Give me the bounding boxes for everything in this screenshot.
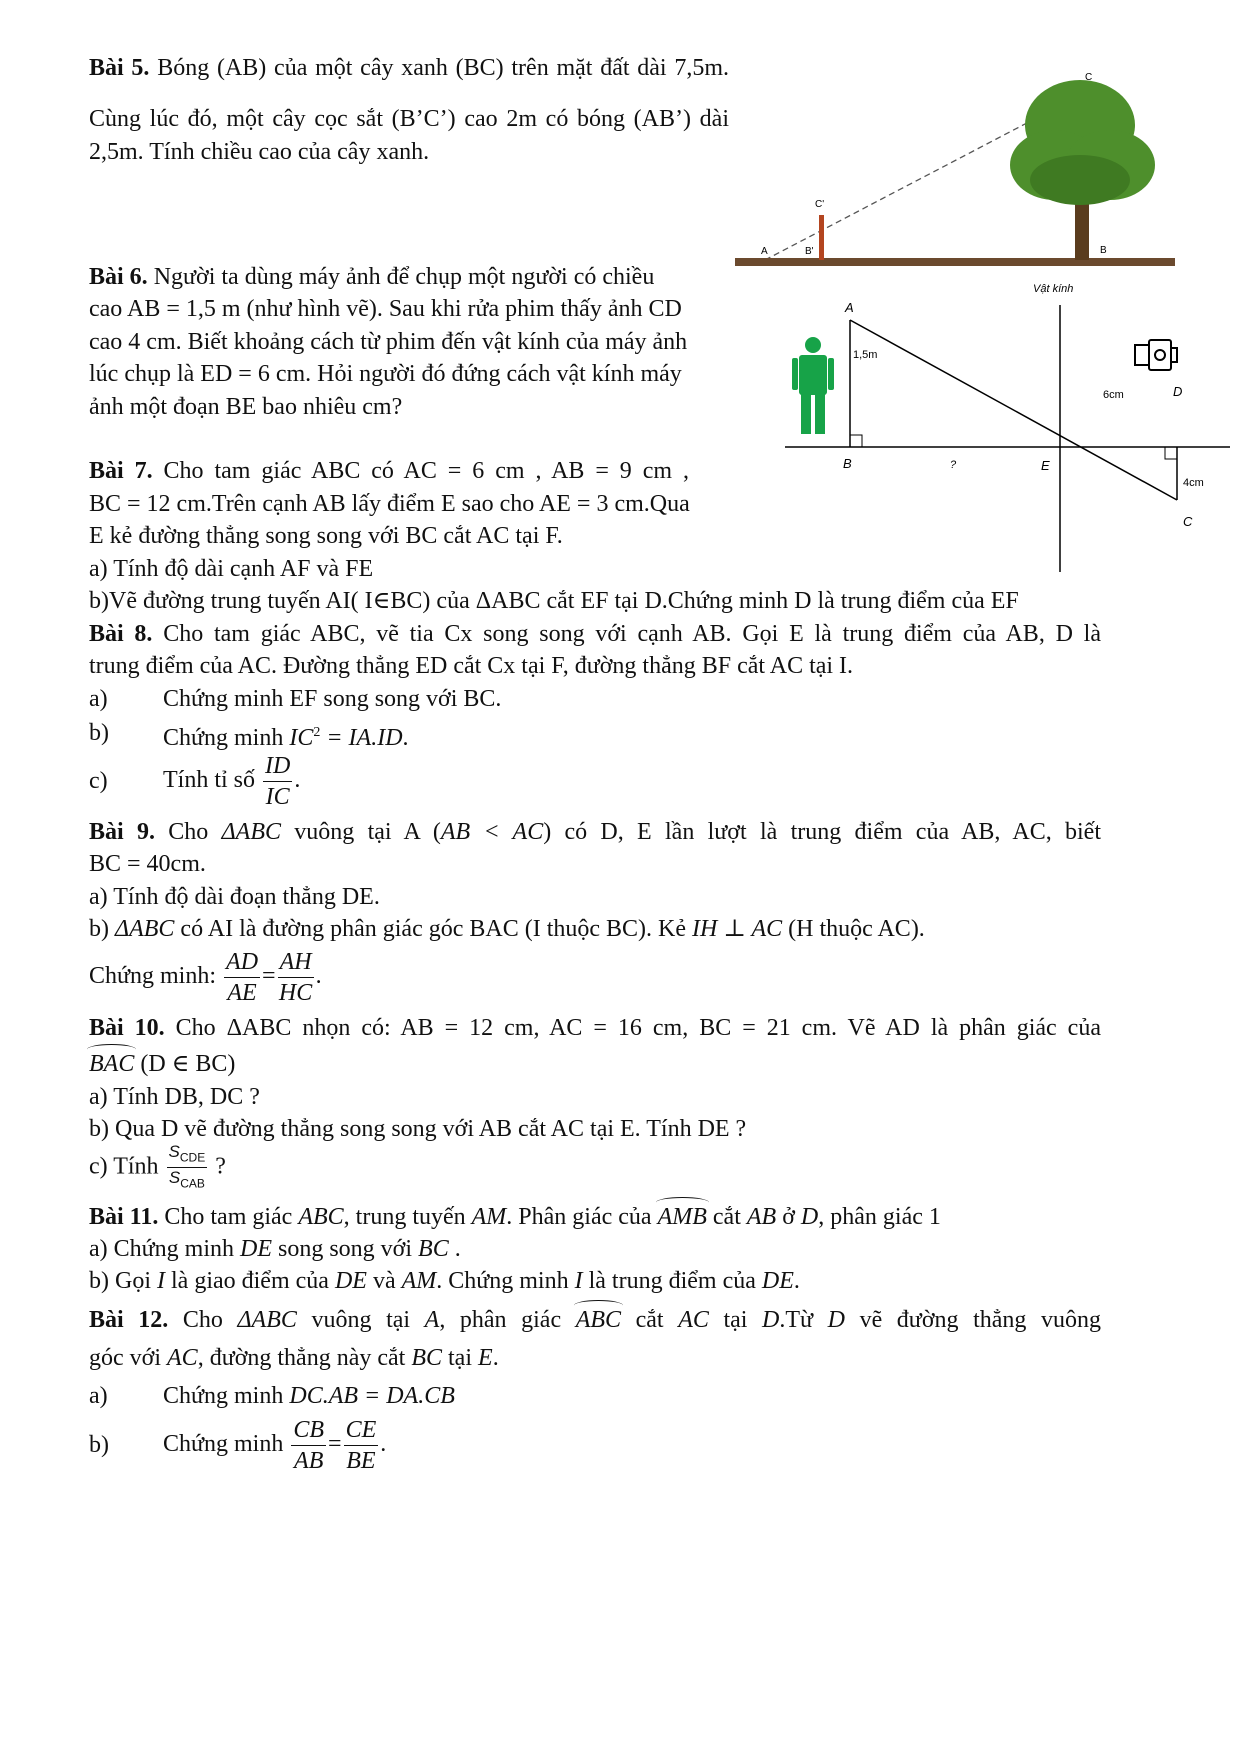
iron-post bbox=[819, 215, 824, 260]
angle-BAC: BAC bbox=[89, 1051, 135, 1077]
bai12-part-b: Chứng minh $\frac{CB}{AB}$ = $\frac{CE}{BE}$ . bbox=[163, 1417, 387, 1474]
ray-AC bbox=[850, 320, 1177, 500]
label-E: E bbox=[1041, 458, 1050, 473]
bai12-part-a: Chứng minh DC.AB = DA.CB bbox=[163, 1383, 455, 1409]
bai6-title: Bài 6. bbox=[89, 264, 148, 290]
label-C-prime: C' bbox=[815, 199, 825, 210]
bai9-line-2: BC = 40cm. bbox=[89, 851, 206, 877]
ratio-CE-BE: $\frac{CE}{BE}$ bbox=[345, 1417, 377, 1474]
bai9-prove: Chứng minh: $\frac{AD}{AE}$ = $\frac{AH}{HC}$ . bbox=[89, 949, 322, 1006]
label-question: ? bbox=[950, 459, 957, 471]
label-A: A bbox=[845, 300, 854, 315]
label-4cm: 4cm bbox=[1183, 477, 1204, 489]
bai6-line-3: cao 4 cm. Biết khoảng cách từ phim đến vật kính của máy ảnh bbox=[89, 329, 688, 355]
label-B: B bbox=[1100, 245, 1107, 256]
label-A: A bbox=[761, 246, 768, 257]
bai10-title: Bài 10. bbox=[89, 1015, 165, 1041]
area-ratio: $\frac{S_{CDE}}{S_{CAB}}$ bbox=[168, 1142, 206, 1191]
bai11-title: Bài 11. bbox=[89, 1204, 159, 1230]
bai7-line-1: Bài 7. Cho tam giác ABC có AC = 6 cm , AB = 9 cm , bbox=[89, 458, 689, 484]
bai7-line-2: BC = 12 cm.Trên cạnh AB lấy điểm E sao cho AE = 3 cm.Qua bbox=[89, 491, 690, 517]
bai5-line-2: Cùng lúc đó, một cây cọc sắt (B’C’) cao 2m có bóng (AB’) dài bbox=[89, 106, 729, 132]
bai8-b-label: b) bbox=[89, 720, 109, 746]
bai10-line-1: Bài 10. Cho ΔABC nhọn có: AB = 12 cm, AC = 16 cm, BC = 21 cm. Vẽ AD là phân giác của bbox=[89, 1015, 1101, 1041]
bai8-part-b: Chứng minh $IC^2 = IA.ID$. bbox=[163, 725, 409, 751]
tree-foliage bbox=[1010, 80, 1155, 205]
bai11-part-b: b) Gọi I là giao điểm của DE và AM. Chứng minh I là trung điểm của DE. bbox=[89, 1268, 800, 1294]
label-C: C bbox=[1183, 514, 1193, 529]
ratio-AH-HC: $\frac{AH}{HC}$ bbox=[278, 949, 313, 1006]
bai8-c-label: c) bbox=[89, 768, 108, 794]
bai11-part-a: a) Chứng minh DE song song với BC . bbox=[89, 1236, 461, 1262]
bai10-part-b: b) Qua D vẽ đường thẳng song song với AB cắt AC tại E. Tính DE ? bbox=[89, 1116, 747, 1142]
bai7-part-b: b)Vẽ đường trung tuyến AI( I∈BC) của ΔABC cắt EF tại D.Chứng minh D là trung điểm của EF bbox=[89, 588, 1019, 614]
bai10-line-2: BAC (D ∈ BC) bbox=[89, 1051, 236, 1077]
bai10-part-c: c) Tính $\frac{S_{CDE}}{S_{CAB}}$ ? bbox=[89, 1142, 226, 1194]
bai6-line-5: ảnh một đoạn BE bao nhiêu cm? bbox=[89, 394, 403, 420]
right-angle-D bbox=[1165, 447, 1177, 459]
bai6-line-2: cao AB = 1,5 m (như hình vẽ). Sau khi rửa phim thấy ảnh CD bbox=[89, 296, 682, 322]
bai12-b-label: b) bbox=[89, 1432, 109, 1458]
bai8-line-2: trung điểm của AC. Đường thẳng ED cắt Cx tại F, đường thẳng BF cắt AC tại I. bbox=[89, 653, 854, 679]
bai6-line-1: Bài 6. Người ta dùng máy ảnh để chụp một người có chiều bbox=[89, 264, 655, 290]
label-B: B bbox=[843, 456, 852, 471]
bai9-title: Bài 9. bbox=[89, 819, 155, 845]
bai5-title: Bài 5. bbox=[89, 55, 150, 81]
bai9-part-b: b) ΔABC có AI là đường phân giác góc BAC (I thuộc BC). Kẻ IH ⊥ AC (H thuộc AC). bbox=[89, 916, 925, 942]
person-icon bbox=[792, 337, 834, 434]
bai7-title: Bài 7. bbox=[89, 458, 153, 484]
label-height: 1,5m bbox=[853, 349, 878, 361]
bai9-part-a: a) Tính độ dài đoạn thẳng DE. bbox=[89, 884, 380, 910]
bai12-line-1: Bài 12. Cho ΔABC vuông tại A, phân giác ABC cắt AC tại D.Từ D vẽ đường thẳng vuông bbox=[89, 1307, 1102, 1333]
bai8-part-c: Tính tỉ số $\frac{ID}{IC}$ . bbox=[163, 753, 301, 810]
angle-ABC: ABC bbox=[575, 1307, 622, 1333]
ratio-CB-AB: $\frac{CB}{AB}$ bbox=[293, 1417, 325, 1474]
label-B-prime: B' bbox=[805, 246, 814, 257]
bai5-line-1: Bài 5. Bóng (AB) của một cây xanh (BC) trên mặt đất dài 7,5m. bbox=[89, 55, 730, 81]
label-6cm: 6cm bbox=[1103, 389, 1124, 401]
bai5-line-3: 2,5m. Tính chiều cao của cây xanh. bbox=[89, 139, 430, 165]
tree-shadow-figure bbox=[735, 70, 1175, 300]
bai8-part-a: Chứng minh EF song song với BC. bbox=[163, 686, 502, 712]
label-lens: Vật kính bbox=[1033, 283, 1074, 295]
right-angle-B bbox=[850, 435, 862, 447]
bai12-title: Bài 12. bbox=[89, 1307, 169, 1333]
bai10-part-a: a) Tính DB, DC ? bbox=[89, 1084, 260, 1110]
camera-icon bbox=[1135, 340, 1177, 370]
bai7-line-3: E kẻ đường thẳng song song với BC cắt AC tại F. bbox=[89, 523, 563, 549]
ratio-ID-IC: $\frac{ID}{IC}$ bbox=[265, 753, 291, 810]
bai11-line-1: Bài 11. Cho tam giác ABC, trung tuyến AM. Phân giác của AMB cắt AB ở D, phân giác 1 bbox=[89, 1204, 941, 1230]
label-D: D bbox=[1173, 384, 1183, 399]
camera-figure bbox=[785, 283, 1230, 580]
bai12-line-2: góc với AC, đường thẳng này cắt BC tại E. bbox=[89, 1345, 499, 1371]
bai6-line-4: lúc chụp là ED = 6 cm. Hỏi người đó đứng cách vật kính máy bbox=[89, 361, 682, 387]
bai9-line-1: Bài 9. Cho ΔABC vuông tại A (AB < AC) có D, E lần lượt là trung điểm của AB, AC, biết bbox=[89, 819, 1102, 845]
bai8-title: Bài 8. bbox=[89, 621, 153, 647]
ground bbox=[735, 258, 1175, 266]
ratio-AD-AE: $\frac{AD}{AE}$ bbox=[226, 949, 259, 1006]
bai12-a-label: a) bbox=[89, 1383, 108, 1409]
angle-AMB: AMB bbox=[657, 1204, 707, 1230]
bai8-a-label: a) bbox=[89, 686, 108, 712]
foliage-bottom bbox=[1030, 155, 1130, 205]
bai7-part-a: a) Tính độ dài cạnh AF và FE bbox=[89, 556, 374, 582]
bai8-line-1: Bài 8. Cho tam giác ABC, vẽ tia Cx song song với cạnh AB. Gọi E là trung điểm của AB, D là bbox=[89, 621, 1101, 647]
label-C: C bbox=[1085, 72, 1093, 83]
